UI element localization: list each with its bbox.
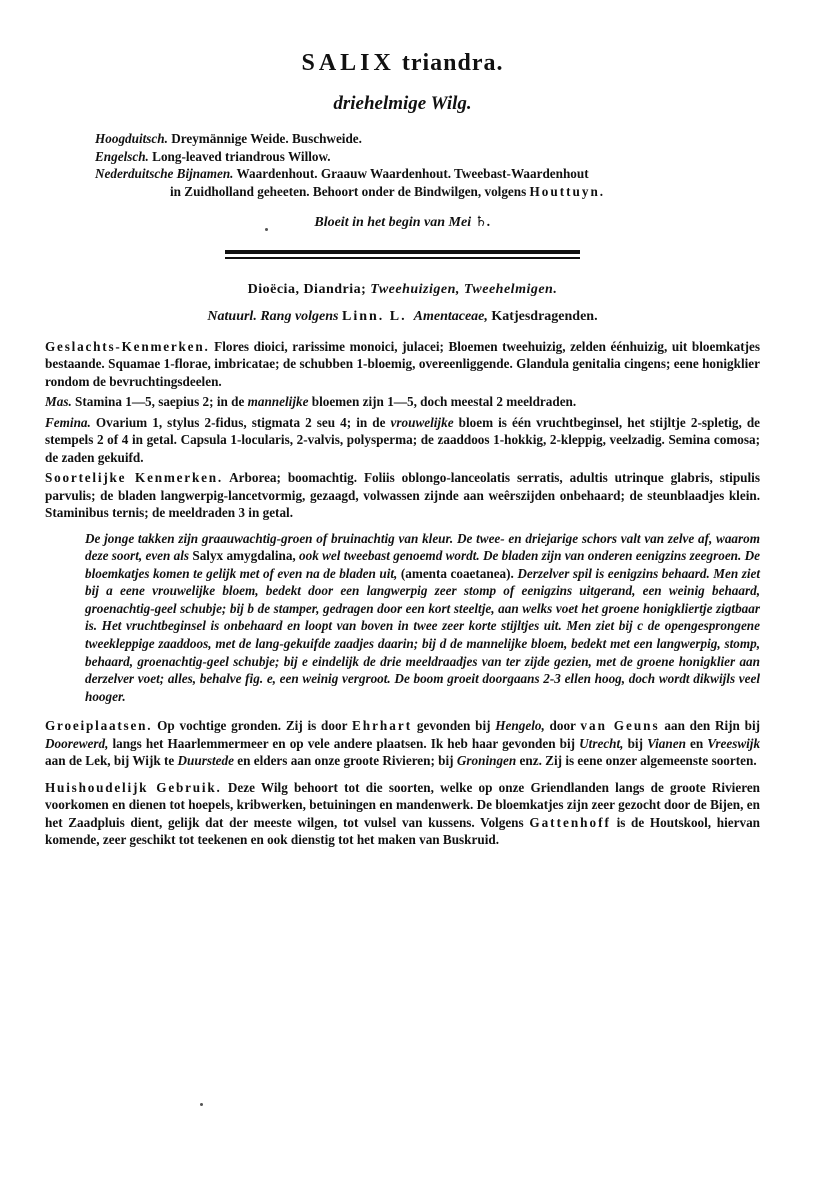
divider-thin <box>225 257 580 259</box>
habitat-vianen: Vianen <box>647 735 686 751</box>
class-dutch: Tweehuizigen, Tweehelmigen. <box>370 281 558 297</box>
dutch-bynames-label: Nederduitsche Bijnamen. <box>95 166 234 181</box>
habitat-t5: aan den Rijn bij <box>664 718 761 734</box>
habitat <box>45 717 760 770</box>
english-text: Long-leaved triandrous Willow. <box>152 148 331 164</box>
habitat-groningen: Groningen <box>456 753 517 769</box>
male-text-1: Stamina 1—5, saepius 2; in de <box>75 394 245 409</box>
dutch-name: driehelmige Wilg. <box>333 93 472 114</box>
habitat-t6: langs het Haarlemmermeer en op vele andere plaatsen. Ik heb haar gevonden bij <box>112 735 576 751</box>
species-characters-text: Arborea; boomachtig. Foliis oblongo-lanceolatis serratis, adultis utrinque glabris, stipulis parvulis; de bladen langwerpig-lancetvormig, gezaagd, volwassen zijnde aan weêrszijden onbehaard; de steunblaadjes klein. Staminibus ternis; de meeldraden 3 in getal. <box>45 470 760 520</box>
habitat-t9: aan de Lek, bij Wijk te <box>45 753 175 769</box>
economic-use-t2: is de Houtskool, hiervan komende, zeer geschikt tot teekenen en ook dienstig tot het maken van Buskruid. <box>45 814 761 848</box>
page-title <box>45 48 760 78</box>
dutch-bynames-continuation <box>95 183 755 201</box>
vernacular-names <box>45 130 760 200</box>
economic-use-t1: Deze Wilg behoort tot die soorten, welke op onze Griendlanden langs de groote Rivieren voorkomen en dienen tot hoepels, kribwerken, betuiningen en mandenwerk. De bloemkatjes zijn zeer gezocht door de Bijen, en het Zaadpluis dient, gelijk dat der meeste wilgen, tot vulsel van kussens. Volgens <box>45 779 761 830</box>
natural-order <box>45 308 760 326</box>
description-salyx: Salyx amygdalina, <box>192 548 296 564</box>
genus-name: SALIX <box>301 50 395 76</box>
divider-thick <box>225 250 580 254</box>
natural-order-linn: Linn. L. <box>342 309 407 324</box>
habitat-t10: en elders aan onze groote Rivieren; bij <box>237 753 454 769</box>
species-characters-heading: Soortelijke Kenmerken. <box>45 470 223 485</box>
description-part-1: De jonge takken zijn graauwachtig-groen of bruinachtig van kleur. De twee- en driejarige schors valt van zelve af, waarom deze soort, even als <box>85 530 760 564</box>
habitat-geuns: van Geuns <box>580 718 660 734</box>
class-latin: Dioëcia, Diandria; <box>247 281 367 297</box>
german-text: Dreymännige Weide. Buschweide. <box>171 131 362 146</box>
flowering-time: Bloeit in het begin van Mei ♄. <box>314 215 491 230</box>
german-name-line <box>95 130 755 148</box>
genus-characters-text: Flores dioici, rarissime monoici, julacei; Bloemen tweehuizig, zelden éénhuizig, uit bloemkatjes bestaande. Squamae 1-florae, imbricatae; de schubben 1-bloemig, overeenliggende. Glandula genitalia cingens; eene honigklier rondom de bevruchtingsdeelen. <box>45 338 760 389</box>
habitat-heading: Groeiplaatsen. <box>45 718 153 734</box>
economic-use-heading: Huishoudelijk Gebruik. <box>45 779 222 795</box>
dutch-bynames-text: Waardenhout. Graauw Waardenhout. Tweebast-Waardenhout <box>236 166 589 181</box>
natural-order-family: Amentaceae, <box>413 309 488 324</box>
male-text-2: mannelijke <box>247 394 309 409</box>
habitat-hengelo: Hengelo, <box>495 718 545 734</box>
habitat-ehrhart: Ehrhart <box>351 718 413 734</box>
natural-order-dutch: Katjesdragenden. <box>491 309 598 324</box>
female-characters <box>45 414 760 467</box>
economic-use <box>45 779 760 849</box>
species-description <box>85 530 760 706</box>
print-speck <box>265 228 268 231</box>
habitat-t3: gevonden bij <box>416 718 491 734</box>
habitat-t11: enz. Zij is eene onzer algemeenste soorten. <box>519 753 757 769</box>
genus-characters-heading: Geslachts-Kenmerken. <box>45 338 210 354</box>
print-speck <box>200 1103 203 1106</box>
habitat-t2: Zij is door <box>285 718 348 734</box>
english-label: Engelsch. <box>95 148 149 164</box>
habitat-utrecht: Utrecht, <box>579 735 624 751</box>
female-text-2: vrouwelijke <box>390 414 454 430</box>
linnaean-class <box>45 281 760 299</box>
female-text-3: bloem is één vruchtbeginsel, het stijltje 2-spletig, de stempels 2 of 4 in getal. Capsula 1-locularis, 2-valvis, polysperma; de zaaddoos 1-hokkig, 2-kleppig, veelzadig. Semina comosa; de zaden gekuifd. <box>45 414 761 465</box>
male-label: Mas. <box>45 394 72 409</box>
genus-characters <box>45 338 760 391</box>
author-houttuyn: Houttuyn. <box>529 183 606 199</box>
habitat-vreeswijk: Vreeswijk <box>707 735 761 751</box>
habitat-t1: Op vochtige gronden. <box>157 718 282 734</box>
female-text-1: Ovarium 1, stylus 2-fidus, stigmata 2 seu 4; in de <box>95 414 386 430</box>
habitat-t7: bij <box>627 735 643 751</box>
description-part-2: ook wel tweebast genoemd wordt. De bladen zijn van onderen eenigzins zeegroen. De bloemkatjes komen te gelijk met of even na de bladen uit, <box>85 548 760 581</box>
habitat-t8: en <box>690 735 704 751</box>
female-label: Femina. <box>45 414 91 430</box>
dutch-bynames-text-2: in Zuidholland geheeten. Behoort onder de Bindwilgen, volgens <box>170 183 527 199</box>
description-part-3: Derzelver spil is eenigzins behaard. Men ziet bij a eene vrouwelijke bloem, bedekt door een langwerpig zeer stomp of eenigzins uitgerand, een weinig behaard, groenachtig-geel schubje; bij b de stamper, gedragen door een kort steeltje, aan welks voet het groene honigkliertje zigtbaar is. Het vruchtbeginsel is onbehaard en loopt van boven in twee zeer korte stijltjes uit. Men ziet bij c de opengesprongene tweekleppige zaaddoos, met de lang-gekuifde zaadjes daarin; bij d de mannelijke bloem, bedekt met een langwerpig, stomp, behaard, groenachtig-geel schubje; bij e eindelijk de drie meeldraadjes van ter zijde gezien, met de groene honigklier aan derzelver voet; alles, behalve fig. e, een weinig vergroot. De boom groeit doorgaans 2-3 ellen hoog, doch wordt dikwijls veel hooger. <box>85 565 761 704</box>
habitat-t4: door <box>549 718 576 734</box>
habitat-duurstede: Duurstede <box>177 753 234 769</box>
male-text-3: bloemen zijn 1—5, doch meestal 2 meeldraden. <box>311 394 577 409</box>
male-characters <box>45 393 760 411</box>
habitat-doorewerd: Doorewerd, <box>45 735 109 751</box>
english-name-line <box>95 148 755 166</box>
natural-order-label: Natuurl. Rang volgens <box>207 309 339 324</box>
economic-use-gattenhoff: Gattenhoff <box>529 814 611 830</box>
dutch-bynames-line <box>95 165 755 183</box>
description-amenta: (amenta coaetanea). <box>400 565 514 581</box>
german-label: Hoogduitsch. <box>95 131 168 146</box>
species-characters <box>45 469 760 522</box>
species-name: triandra. <box>401 50 504 76</box>
